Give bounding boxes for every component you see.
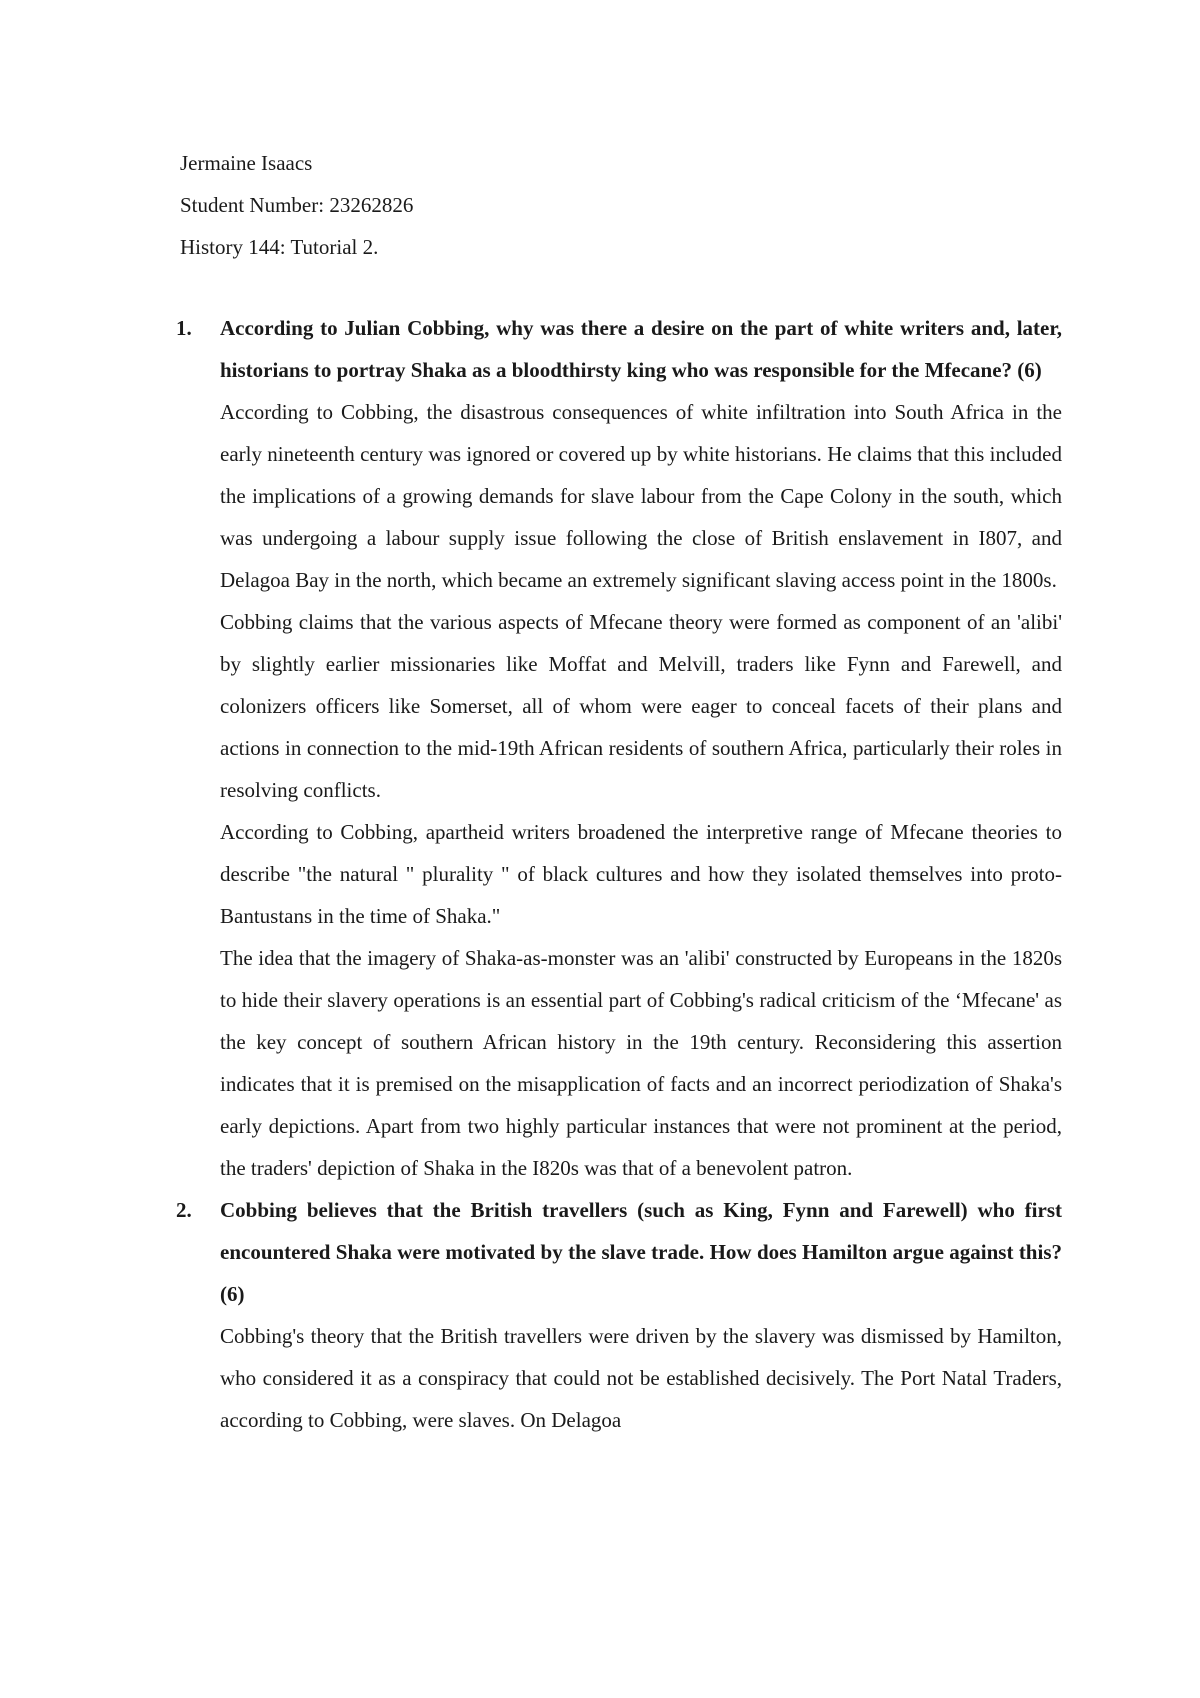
question-item-1 (176, 307, 1062, 1189)
answer-paragraph: The idea that the imagery of Shaka-as-monster was an 'alibi' constructed by Europeans in the 1820s to hide their slavery operations is an essential part of Cobbing's radical criticism of the ‘Mfecane' as the key concept of southern African history in the 19th century. Reconsidering this assertion indicates that it is premised on the misapplication of facts and an incorrect periodization of Shaka's early depictions. Apart from two highly particular instances that were not prominent at the period, the traders' depiction of Shaka in the I820s was that of a benevolent patron. (220, 946, 1062, 1180)
question-item-2 (176, 1189, 1062, 1441)
question-text: According to Julian Cobbing, why was there a desire on the part of white writers and, later, historians to portray Shaka as a bloodthirsty king who was responsible for the Mfecane? (6) (220, 316, 1062, 382)
document-header (180, 142, 1080, 268)
course-title: History 144: Tutorial 2. (180, 235, 379, 259)
question-list (176, 307, 1062, 1441)
question-number: 1. (176, 316, 192, 340)
question-text: Cobbing believes that the British travellers (such as King, Fynn and Farewell) who first encountered Shaka were motivated by the slave trade. How does Hamilton argue against this? (6) (220, 1198, 1062, 1306)
answer-paragraph: According to Cobbing, the disastrous consequences of white infiltration into South Africa in the early nineteenth century was ignored or covered up by white historians. He claims that this included the implications of a growing demands for slave labour from the Cape Colony in the south, which was undergoing a labour supply issue following the close of British enslavement in I807, and Delagoa Bay in the north, which became an extremely significant slaving access point in the 1800s. (220, 400, 1062, 592)
answer-paragraph: According to Cobbing, apartheid writers broadened the interpretive range of Mfecane theories to describe "the natural " plurality " of black cultures and how they isolated themselves into proto-Bantustans in the time of Shaka." (220, 820, 1062, 928)
answer-paragraph: Cobbing's theory that the British travellers were driven by the slavery was dismissed by Hamilton, who considered it as a conspiracy that could not be established decisively. The Port Natal Traders, according to Cobbing, were slaves. On Delagoa (220, 1324, 1062, 1432)
question-number: 2. (176, 1198, 192, 1222)
author-name: Jermaine Isaacs (180, 151, 313, 175)
answer-paragraph: Cobbing claims that the various aspects of Mfecane theory were formed as component of an 'alibi' by slightly earlier missionaries like Moffat and Melvill, traders like Fynn and Farewell, and colonizers officers like Somerset, all of whom were eager to conceal facets of their plans and actions in connection to the mid-19th African residents of southern Africa, particularly their roles in resolving conflicts. (220, 610, 1062, 802)
student-number: Student Number: 23262826 (180, 193, 414, 217)
